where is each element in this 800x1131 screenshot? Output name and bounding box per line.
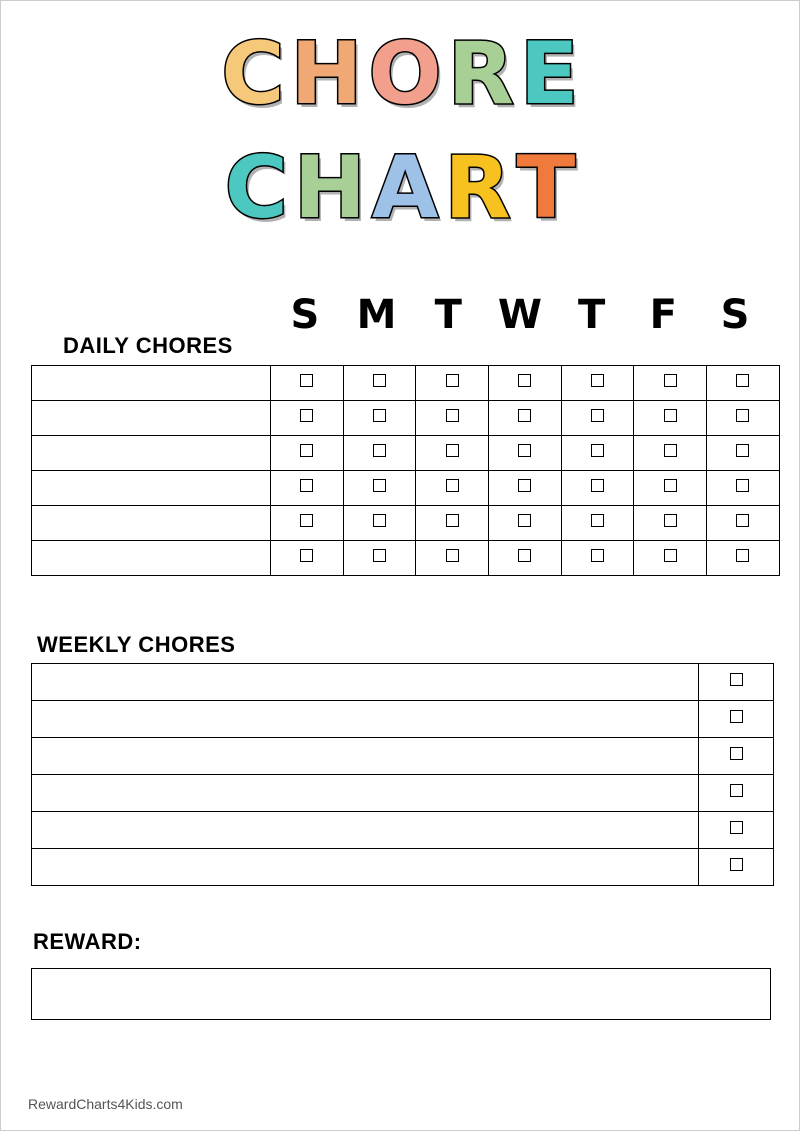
checkbox-icon[interactable] bbox=[736, 479, 749, 492]
daily-checkbox-cell[interactable] bbox=[271, 506, 344, 541]
daily-checkbox-cell[interactable] bbox=[561, 541, 634, 576]
daily-checkbox-cell[interactable] bbox=[707, 366, 780, 401]
checkbox-icon[interactable] bbox=[730, 747, 743, 760]
chore-letter-3: O bbox=[368, 24, 444, 124]
checkbox-icon[interactable] bbox=[664, 479, 677, 492]
daily-checkbox-cell[interactable] bbox=[489, 401, 562, 436]
checkbox-icon[interactable] bbox=[518, 374, 531, 387]
checkbox-icon[interactable] bbox=[730, 784, 743, 797]
day-letter-2: M bbox=[356, 292, 397, 338]
daily-checkbox-cell[interactable] bbox=[634, 541, 707, 576]
weekly-checkbox-cell[interactable] bbox=[699, 812, 774, 849]
checkbox-icon[interactable] bbox=[446, 374, 459, 387]
daily-checkbox-cell[interactable] bbox=[489, 436, 562, 471]
checkbox-icon[interactable] bbox=[736, 409, 749, 422]
daily-chore-name-input[interactable] bbox=[32, 401, 271, 436]
daily-checkbox-cell[interactable] bbox=[416, 506, 489, 541]
checkbox-icon[interactable] bbox=[736, 514, 749, 527]
daily-checkbox-cell[interactable] bbox=[343, 471, 416, 506]
checkbox-icon[interactable] bbox=[591, 549, 604, 562]
checkbox-icon[interactable] bbox=[591, 374, 604, 387]
checkbox-icon[interactable] bbox=[300, 444, 313, 457]
weekly-checkbox-cell[interactable] bbox=[699, 738, 774, 775]
weekly-chore-name-input[interactable] bbox=[32, 812, 699, 849]
daily-checkbox-cell[interactable] bbox=[271, 541, 344, 576]
daily-checkbox-cell[interactable] bbox=[561, 366, 634, 401]
checkbox-icon[interactable] bbox=[591, 514, 604, 527]
chart-letter-4: R bbox=[444, 138, 513, 238]
daily-checkbox-cell[interactable] bbox=[416, 366, 489, 401]
daily-checkbox-cell[interactable] bbox=[634, 506, 707, 541]
day-letter-3: T bbox=[434, 292, 462, 338]
reward-input[interactable] bbox=[31, 968, 771, 1020]
table-row bbox=[32, 366, 780, 401]
daily-chore-name-input[interactable] bbox=[32, 506, 271, 541]
day-letter-5: T bbox=[577, 292, 606, 338]
checkbox-icon[interactable] bbox=[730, 821, 743, 834]
title-line-chore bbox=[1, 24, 800, 124]
daily-checkbox-cell[interactable] bbox=[489, 471, 562, 506]
checkbox-icon[interactable] bbox=[300, 374, 313, 387]
daily-checkbox-cell[interactable] bbox=[343, 401, 416, 436]
checkbox-icon[interactable] bbox=[736, 444, 749, 457]
daily-checkbox-cell[interactable] bbox=[343, 541, 416, 576]
table-row bbox=[32, 738, 774, 775]
daily-checkbox-cell[interactable] bbox=[489, 366, 562, 401]
day-letter-6: F bbox=[649, 292, 677, 338]
weekly-chore-name-input[interactable] bbox=[32, 738, 699, 775]
daily-chores-table bbox=[31, 365, 780, 576]
table-row bbox=[32, 664, 774, 701]
day-letter-row bbox=[269, 293, 771, 337]
page-title bbox=[1, 24, 800, 238]
weekly-chore-name-input[interactable] bbox=[32, 701, 699, 738]
daily-checkbox-cell[interactable] bbox=[416, 541, 489, 576]
chart-letter-1: C bbox=[224, 138, 290, 238]
chore-letter-5: E bbox=[519, 24, 581, 124]
checkbox-icon[interactable] bbox=[664, 409, 677, 422]
title-line-chart bbox=[1, 138, 800, 238]
checkbox-icon[interactable] bbox=[446, 479, 459, 492]
daily-checkbox-cell[interactable] bbox=[634, 366, 707, 401]
table-row bbox=[32, 701, 774, 738]
weekly-chore-name-input[interactable] bbox=[32, 849, 699, 886]
daily-checkbox-cell[interactable] bbox=[343, 436, 416, 471]
chart-letter-3: A bbox=[371, 138, 441, 238]
day-letter-4: W bbox=[497, 292, 542, 338]
checkbox-icon[interactable] bbox=[446, 549, 459, 562]
chore-letter-1: C bbox=[221, 24, 287, 124]
checkbox-icon[interactable] bbox=[518, 444, 531, 457]
checkbox-icon[interactable] bbox=[518, 479, 531, 492]
chart-letter-2: H bbox=[293, 138, 368, 238]
checkbox-icon[interactable] bbox=[446, 514, 459, 527]
daily-checkbox-cell[interactable] bbox=[416, 471, 489, 506]
daily-checkbox-cell[interactable] bbox=[707, 541, 780, 576]
checkbox-icon[interactable] bbox=[664, 514, 677, 527]
daily-checkbox-cell[interactable] bbox=[271, 471, 344, 506]
reward-label: REWARD: bbox=[33, 929, 142, 954]
table-row bbox=[32, 775, 774, 812]
daily-checkbox-cell[interactable] bbox=[271, 366, 344, 401]
checkbox-icon[interactable] bbox=[664, 374, 677, 387]
weekly-checkbox-cell[interactable] bbox=[699, 664, 774, 701]
checkbox-icon[interactable] bbox=[373, 514, 386, 527]
daily-chore-name-input[interactable] bbox=[32, 471, 271, 506]
daily-checkbox-cell[interactable] bbox=[343, 506, 416, 541]
checkbox-icon[interactable] bbox=[518, 514, 531, 527]
footer-site-name: RewardCharts4Kids.com bbox=[28, 1096, 183, 1112]
checkbox-icon[interactable] bbox=[664, 444, 677, 457]
daily-checkbox-cell[interactable] bbox=[634, 401, 707, 436]
checkbox-icon[interactable] bbox=[736, 549, 749, 562]
chore-letter-2: H bbox=[290, 24, 365, 124]
chart-letter-5: T bbox=[516, 138, 578, 238]
weekly-chores-table bbox=[31, 663, 774, 886]
daily-chore-name-input[interactable] bbox=[32, 436, 271, 471]
table-row bbox=[32, 436, 780, 471]
checkbox-icon[interactable] bbox=[373, 549, 386, 562]
daily-checkbox-cell[interactable] bbox=[561, 506, 634, 541]
daily-chore-name-input[interactable] bbox=[32, 541, 271, 576]
daily-checkbox-cell[interactable] bbox=[343, 366, 416, 401]
table-row bbox=[32, 471, 780, 506]
checkbox-icon[interactable] bbox=[591, 444, 604, 457]
daily-checkbox-cell[interactable] bbox=[416, 401, 489, 436]
chore-letter-4: R bbox=[447, 24, 516, 124]
checkbox-icon[interactable] bbox=[591, 479, 604, 492]
table-row bbox=[32, 812, 774, 849]
daily-checkbox-cell[interactable] bbox=[561, 471, 634, 506]
weekly-checkbox-cell[interactable] bbox=[699, 849, 774, 886]
table-row bbox=[32, 401, 780, 436]
daily-checkbox-cell[interactable] bbox=[634, 436, 707, 471]
checkbox-icon[interactable] bbox=[518, 409, 531, 422]
checkbox-icon[interactable] bbox=[446, 444, 459, 457]
weekly-checkbox-cell[interactable] bbox=[699, 775, 774, 812]
table-row bbox=[32, 849, 774, 886]
daily-checkbox-cell[interactable] bbox=[561, 436, 634, 471]
weekly-chore-name-input[interactable] bbox=[32, 775, 699, 812]
daily-checkbox-cell[interactable] bbox=[416, 436, 489, 471]
checkbox-icon[interactable] bbox=[373, 409, 386, 422]
checkbox-icon[interactable] bbox=[300, 409, 313, 422]
table-row bbox=[32, 506, 780, 541]
daily-checkbox-cell[interactable] bbox=[489, 506, 562, 541]
daily-checkbox-cell[interactable] bbox=[561, 401, 634, 436]
weekly-checkbox-cell[interactable] bbox=[699, 701, 774, 738]
daily-checkbox-cell[interactable] bbox=[707, 436, 780, 471]
weekly-chores-label: WEEKLY CHORES bbox=[37, 632, 236, 657]
checkbox-icon[interactable] bbox=[518, 549, 531, 562]
daily-checkbox-cell[interactable] bbox=[271, 401, 344, 436]
daily-checkbox-cell[interactable] bbox=[707, 401, 780, 436]
daily-checkbox-cell[interactable] bbox=[707, 506, 780, 541]
checkbox-icon[interactable] bbox=[664, 549, 677, 562]
weekly-chore-name-input[interactable] bbox=[32, 664, 699, 701]
checkbox-icon[interactable] bbox=[730, 858, 743, 871]
checkbox-icon[interactable] bbox=[300, 479, 313, 492]
daily-checkbox-cell[interactable] bbox=[489, 541, 562, 576]
daily-checkbox-cell[interactable] bbox=[707, 471, 780, 506]
daily-chores-header bbox=[31, 293, 771, 361]
daily-checkbox-cell[interactable] bbox=[271, 436, 344, 471]
checkbox-icon[interactable] bbox=[373, 444, 386, 457]
checkbox-icon[interactable] bbox=[300, 514, 313, 527]
checkbox-icon[interactable] bbox=[373, 479, 386, 492]
daily-chore-name-input[interactable] bbox=[32, 366, 271, 401]
checkbox-icon[interactable] bbox=[591, 409, 604, 422]
checkbox-icon[interactable] bbox=[446, 409, 459, 422]
checkbox-icon[interactable] bbox=[730, 673, 743, 686]
checkbox-icon[interactable] bbox=[730, 710, 743, 723]
day-letter-1: S bbox=[290, 292, 320, 338]
day-letter-7: S bbox=[720, 292, 750, 338]
daily-chores-label: DAILY CHORES bbox=[63, 333, 233, 358]
table-row bbox=[32, 541, 780, 576]
checkbox-icon[interactable] bbox=[736, 374, 749, 387]
checkbox-icon[interactable] bbox=[373, 374, 386, 387]
checkbox-icon[interactable] bbox=[300, 549, 313, 562]
daily-checkbox-cell[interactable] bbox=[634, 471, 707, 506]
